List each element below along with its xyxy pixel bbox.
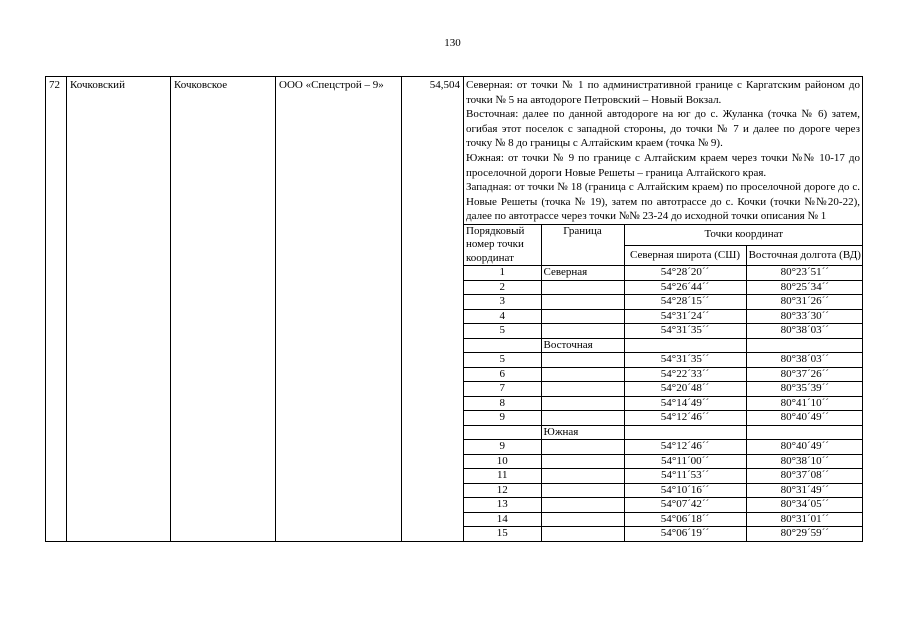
hunting-ground-name: Кочковское [171,77,276,542]
border-name [541,527,624,541]
border-name [541,367,624,382]
table-row [464,280,863,295]
border-name: Северная [541,266,624,281]
border-name [541,280,624,295]
longitude: 80°31´01´´ [746,512,863,527]
latitude [624,425,746,440]
latitude: 54°07´42´´ [624,498,746,513]
latitude: 54°10´16´´ [624,483,746,498]
border-name [541,295,624,310]
north-boundary-text: Северная: от точки № 1 по административной границе с Каргатским районом до точки № 5 на автодороге Петровский – Новый Вокзал. [466,79,860,106]
table-row [464,454,863,469]
latitude: 54°28´20´´ [624,266,746,281]
point-number [464,338,541,353]
header-border: Граница [541,224,624,266]
table-row [464,440,863,455]
table-row [46,77,863,542]
latitude: 54°12´46´´ [624,440,746,455]
border-name: Южная [541,425,624,440]
longitude: 80°33´30´´ [746,309,863,324]
border-name: Восточная [541,338,624,353]
latitude: 54°06´18´´ [624,512,746,527]
east-boundary-text: Восточная: далее по данной автодороге на юг до с. Жуланка (точка № 6) затем, огибая этот поселок с западной стороны, до точки № 7 и далее по дороге через точку № 8 до границы с Алтайским краем (точка № 9). [466,108,860,150]
table-row [464,469,863,484]
table-row [464,295,863,310]
longitude: 80°31´49´´ [746,483,863,498]
latitude [624,338,746,353]
table-row [464,527,863,541]
point-number: 9 [464,411,541,426]
longitude: 80°25´34´´ [746,280,863,295]
longitude: 80°40´49´´ [746,440,863,455]
longitude [746,425,863,440]
point-number: 5 [464,353,541,368]
point-number: 14 [464,512,541,527]
longitude: 80°35´39´´ [746,382,863,397]
header-lon: Восточная долгота (ВД) [746,245,863,266]
border-name [541,498,624,513]
longitude: 80°37´26´´ [746,367,863,382]
point-number: 12 [464,483,541,498]
latitude: 54°31´24´´ [624,309,746,324]
latitude: 54°06´19´´ [624,527,746,541]
latitude: 54°22´33´´ [624,367,746,382]
border-name [541,382,624,397]
border-name [541,483,624,498]
page-number: 130 [444,37,461,49]
point-number: 7 [464,382,541,397]
latitude: 54°26´44´´ [624,280,746,295]
longitude: 80°23´51´´ [746,266,863,281]
area-value: 54,504 [402,77,464,542]
latitude: 54°20´48´´ [624,382,746,397]
table-row [464,498,863,513]
point-number: 11 [464,469,541,484]
point-number: 3 [464,295,541,310]
table-row [464,382,863,397]
point-number: 4 [464,309,541,324]
table-row [464,338,863,353]
border-name [541,469,624,484]
table-row [464,411,863,426]
point-number: 5 [464,324,541,339]
border-name [541,440,624,455]
border-name [541,353,624,368]
table-row [464,367,863,382]
point-number: 9 [464,440,541,455]
table-row [464,396,863,411]
point-number [464,425,541,440]
latitude: 54°28´15´´ [624,295,746,310]
longitude: 80°34´05´´ [746,498,863,513]
district-name: Кочковский [67,77,171,542]
row-number: 72 [46,77,67,542]
latitude: 54°31´35´´ [624,324,746,339]
border-name [541,454,624,469]
land-user: ООО «Спецстрой – 9» [276,77,402,542]
longitude: 80°38´10´´ [746,454,863,469]
border-name [541,324,624,339]
south-boundary-text: Южная: от точки № 9 по границе с Алтайским краем через точки №№ 10-17 до проселочной дороги Новые Решеты – граница Алтайского края. [466,151,860,179]
longitude: 80°37´08´´ [746,469,863,484]
longitude [746,338,863,353]
latitude: 54°11´00´´ [624,454,746,469]
table-row [464,483,863,498]
point-number: 10 [464,454,541,469]
header-coordinates: Точки координат [624,224,863,245]
border-name [541,309,624,324]
longitude: 80°41´10´´ [746,396,863,411]
table-row [464,324,863,339]
table-row [464,512,863,527]
point-number: 8 [464,396,541,411]
table-row [464,425,863,440]
point-number: 2 [464,280,541,295]
coords-header-row [464,224,863,245]
header-lat: Северная широта (СШ) [624,245,746,266]
border-name [541,411,624,426]
coordinates-table [464,224,863,541]
longitude: 80°29´59´´ [746,527,863,541]
hunting-grounds-table [45,76,863,542]
boundary-description-cell [464,77,863,542]
border-name [541,396,624,411]
border-name [541,512,624,527]
point-number: 6 [464,367,541,382]
latitude: 54°11´53´´ [624,469,746,484]
longitude: 80°40´49´´ [746,411,863,426]
longitude: 80°38´03´´ [746,353,863,368]
west-boundary-text: Западная: от точки № 18 (граница с Алтайским краем) по проселочной дороге до с. Новые Решеты (точка № 19), затем по автотрассе до с. Кочки (точки №№20-22), далее по автотрассе через точки №№ 23-24 до исходной точки описания № 1 [466,181,860,223]
table-row [464,266,863,281]
latitude: 54°31´35´´ [624,353,746,368]
latitude: 54°12´46´´ [624,411,746,426]
point-number: 1 [464,266,541,281]
table-row [464,309,863,324]
point-number: 13 [464,498,541,513]
point-number: 15 [464,527,541,541]
boundary-description [464,77,862,224]
longitude: 80°38´03´´ [746,324,863,339]
latitude: 54°14´49´´ [624,396,746,411]
table-row [464,353,863,368]
header-point-number: Порядковый номер точки координат [464,224,541,266]
longitude: 80°31´26´´ [746,295,863,310]
